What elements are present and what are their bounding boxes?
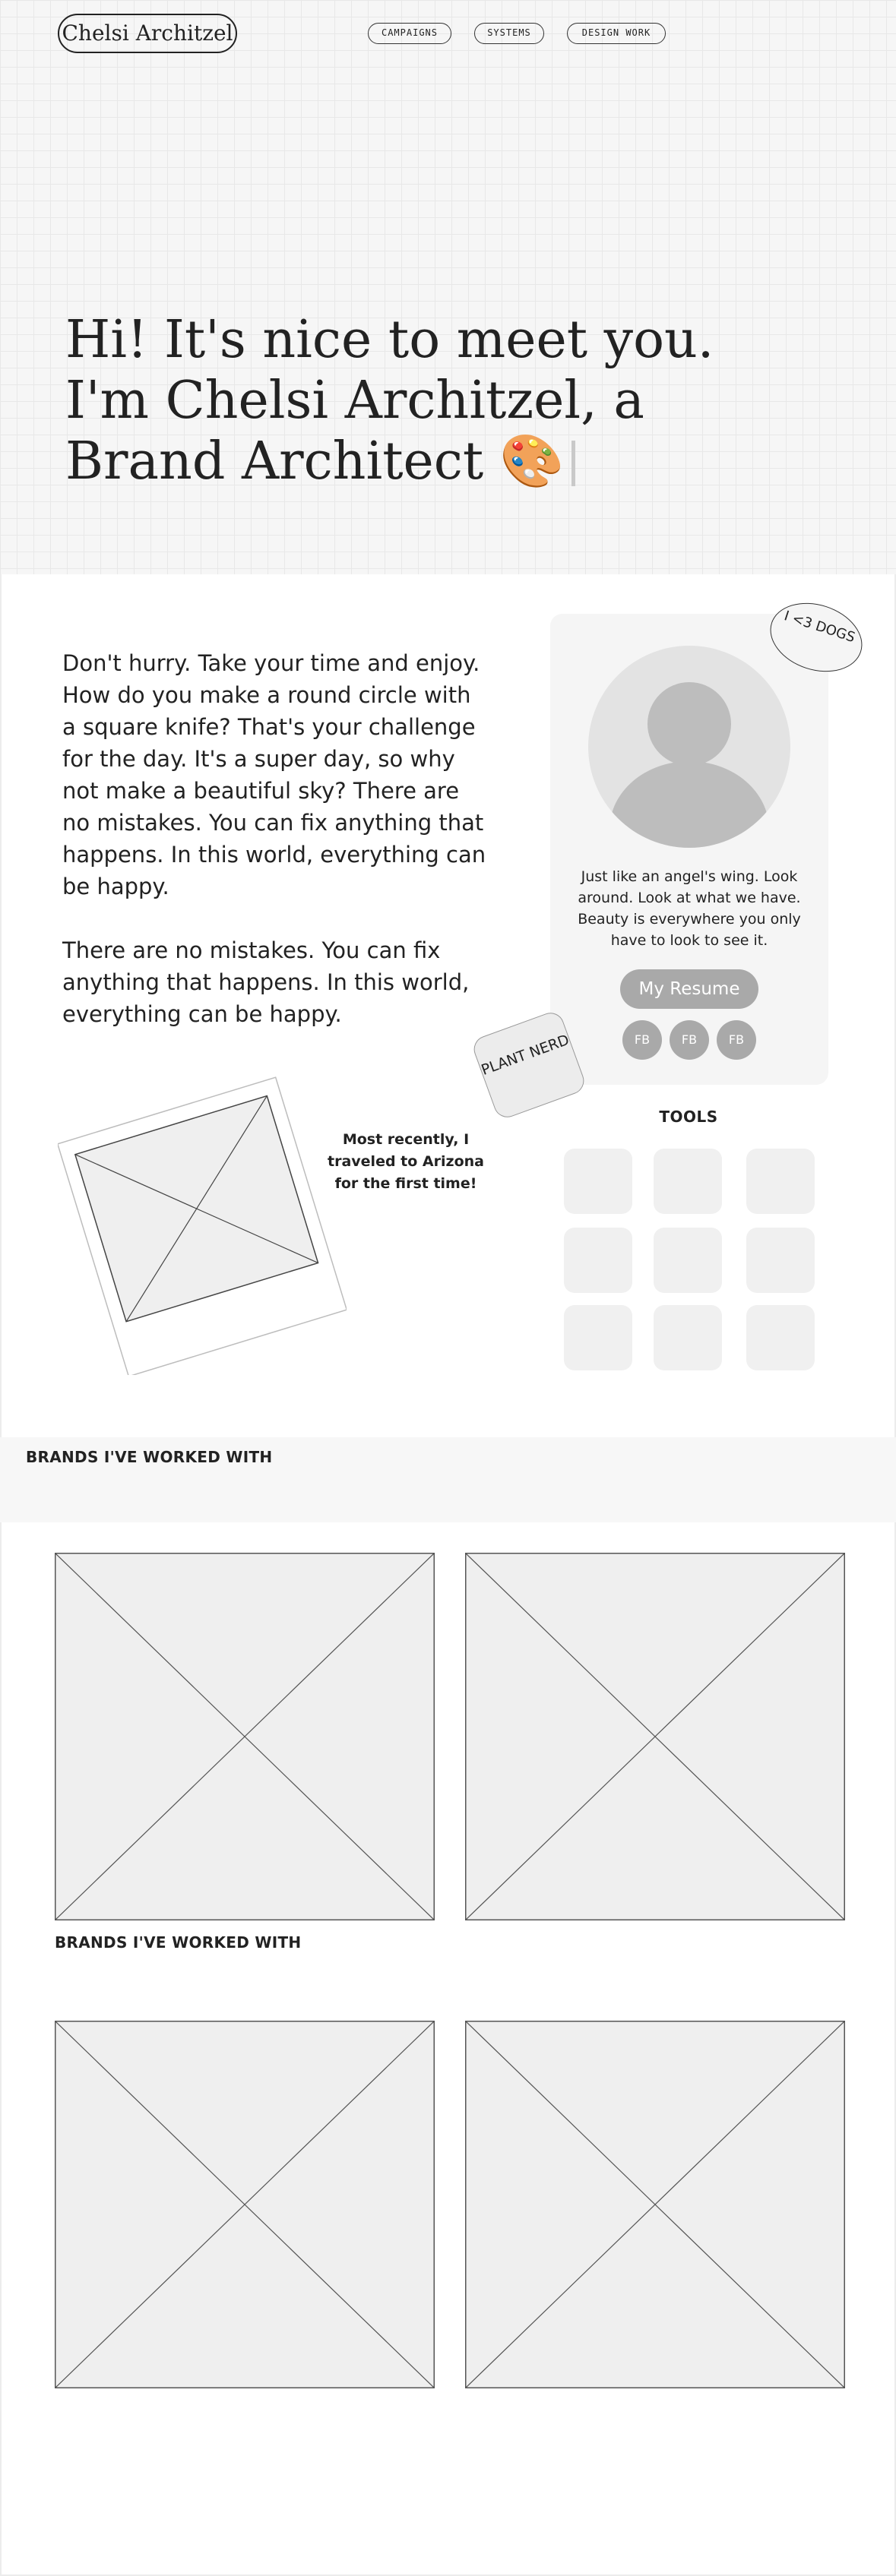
- photo-caption: Most recently, I traveled to Arizona for the first time!: [328, 1131, 484, 1192]
- social-fb-button-1[interactable]: FB: [622, 1020, 662, 1060]
- hero-line-3-text: Brand Architect: [65, 431, 484, 491]
- brand-image-placeholder-4[interactable]: [465, 2021, 845, 2388]
- resume-button[interactable]: My Resume: [620, 969, 758, 1009]
- nav-design-work[interactable]: DESIGN WORK: [567, 23, 666, 44]
- photo-polaroid: [58, 1071, 347, 1375]
- tool-tile-3[interactable]: [746, 1149, 815, 1214]
- tool-tile-1[interactable]: [564, 1149, 632, 1214]
- brands-heading-2: BRANDS I'VE WORKED WITH: [55, 1933, 302, 1952]
- brand-image-placeholder-1[interactable]: [55, 1553, 435, 1920]
- hero-line-1: Hi! It's nice to meet you.: [65, 310, 714, 370]
- social-fb-button-2[interactable]: FB: [670, 1020, 709, 1060]
- brands-heading-1: BRANDS I'VE WORKED WITH: [26, 1448, 273, 1466]
- tool-tile-7[interactable]: [564, 1305, 632, 1370]
- profile-card: [550, 614, 828, 1085]
- nav-campaigns[interactable]: CAMPAIGNS: [368, 23, 451, 44]
- text-cursor: [571, 441, 575, 486]
- hero-line-3: [65, 431, 825, 492]
- hero-section: [0, 0, 896, 574]
- tool-tile-2[interactable]: [654, 1149, 722, 1214]
- palette-emoji-icon: 🎨: [499, 431, 565, 491]
- plant-nerd-badge: PLANT NERD: [470, 1009, 588, 1121]
- brand-image-placeholder-2[interactable]: [465, 1553, 845, 1920]
- hero-line-2: I'm Chelsi Architzel, a: [65, 371, 644, 431]
- avatar-body-shape: [609, 761, 769, 848]
- profile-bio: Just like an angel's wing. Look around. Look at what we have. Beauty is everywhere you only have to look to see it.: [578, 868, 801, 949]
- nav-systems[interactable]: SYSTEMS: [474, 23, 544, 44]
- about-paragraph-1: Don't hurry. Take your time and enjoy. How do you make a round circle with a square knife? That's your challenge for the day. It's a super day, so why not make a beautiful sky? There are no mistakes. You can fix anything that happens. In this world, everything can be happy.: [62, 650, 486, 899]
- about-paragraph-2: There are no mistakes. You can fix anything that happens. In this world, everything can be happy.: [62, 937, 470, 1027]
- tool-tile-5[interactable]: [654, 1228, 722, 1293]
- tool-tile-8[interactable]: [654, 1305, 722, 1370]
- tools-heading: TOOLS: [659, 1108, 718, 1126]
- tool-tile-4[interactable]: [564, 1228, 632, 1293]
- avatar-head-shape: [647, 682, 731, 766]
- avatar: [588, 646, 790, 848]
- tool-tile-6[interactable]: [746, 1228, 815, 1293]
- brand-image-placeholder-3[interactable]: [55, 2021, 435, 2388]
- social-fb-button-3[interactable]: FB: [717, 1020, 756, 1060]
- dogs-badge: I <3 DOGS: [761, 592, 872, 683]
- hero-heading: [65, 310, 825, 492]
- site-logo[interactable]: Chelsi Architzel: [58, 14, 237, 53]
- tool-tile-9[interactable]: [746, 1305, 815, 1370]
